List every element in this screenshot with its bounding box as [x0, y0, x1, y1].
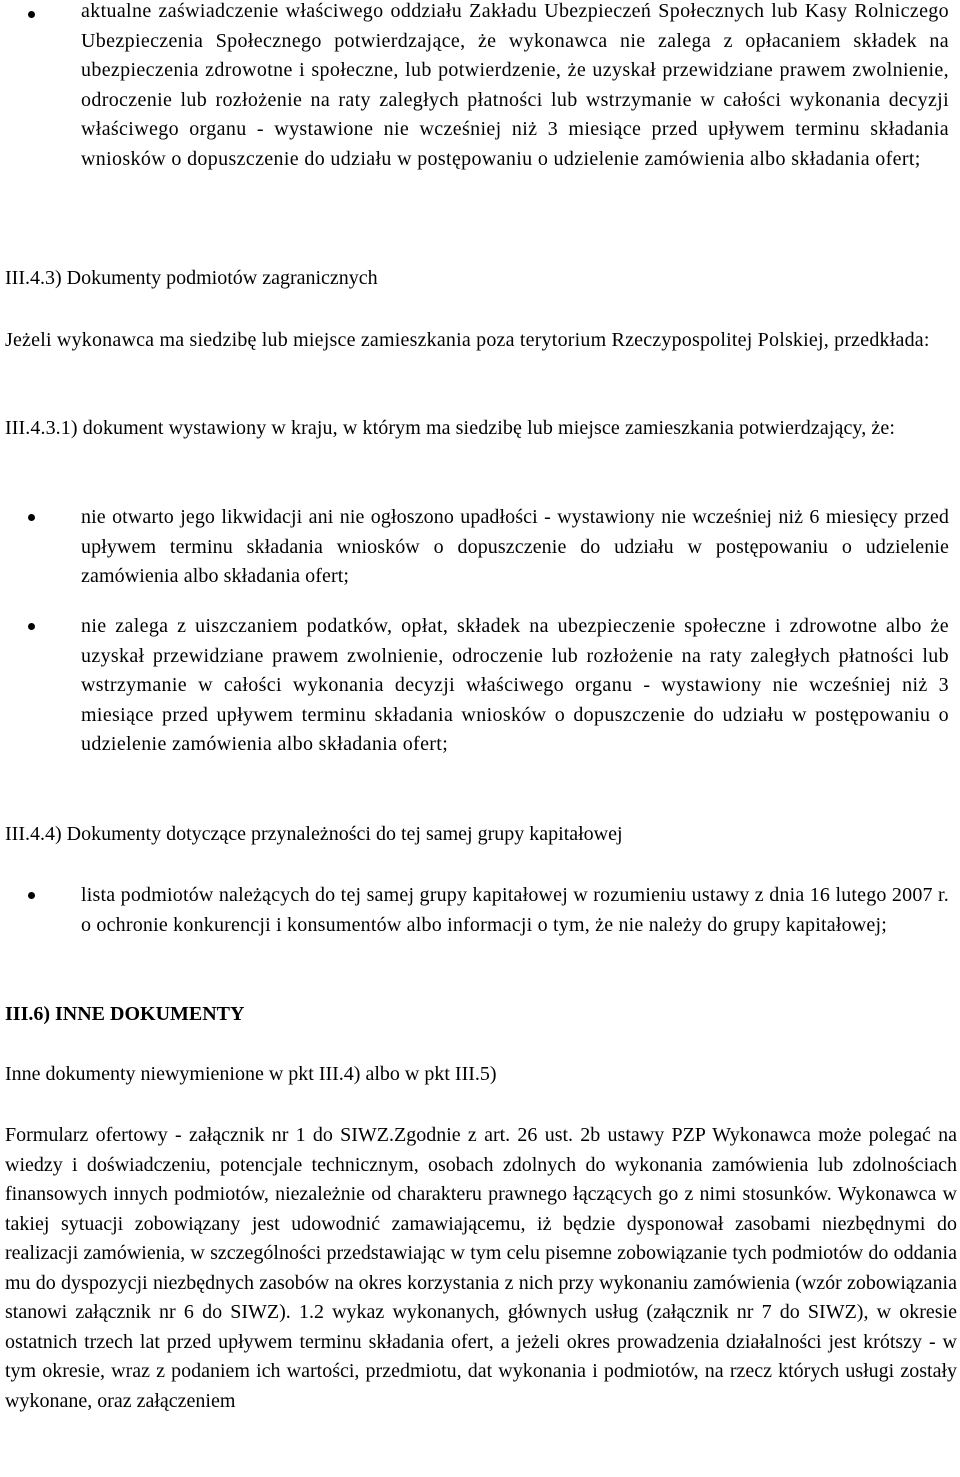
paragraph-other-documents: Inne dokumenty niewymienione w pkt III.4) albo w pkt III.5): [5, 1063, 497, 1085]
bullet-text-zus: aktualne zaświadczenie właściwego oddziału Zakładu Ubezpieczeń Społecznych lub Kasy Rolniczego Ubezpieczenia Społecznego potwierdzające, że wykonawca nie zalega z opłacaniem składek na ubezpieczenia zdrowotne i społeczne, lub potwierdzenie, że uzyskał przewidziane prawem zwolnienie, odroczenie lub rozłożenie na raty zaległych płatności lub wstrzymanie w całości wykonania decyzji właściwego organu - wystawione nie wcześniej niż 3 miesiące przed upływem terminu składania wniosków o dopuszczenie do udziału w postępowaniu o udzielenie zamówienia albo składania ofert;: [81, 0, 949, 170]
section-heading-iii-6: III.6) INNE DOKUMENTY: [5, 1003, 245, 1025]
section-heading-iii-4-4: III.4.4) Dokumenty dotyczące przynależności do tej samej grupy kapitałowej: [5, 823, 623, 845]
bullet-icon: [28, 623, 35, 630]
paragraph-iii-4-3-1: III.4.3.1) dokument wystawiony w kraju, w którym ma siedzibę lub miejsce zamieszkania potwierdzający, że:: [5, 417, 896, 439]
section-heading-iii-4-3: III.4.3) Dokumenty podmiotów zagranicznych: [5, 267, 378, 289]
bullet-text-capital-group: lista podmiotów należących do tej samej grupy kapitałowej w rozumieniu ustawy z dnia 16 lutego 2007 r. o ochronie konkurencji i konsumentów albo informacji o tym, że nie należy do grupy kapitałowej;: [81, 884, 949, 936]
paragraph-foreign-entities: Jeżeli wykonawca ma siedzibę lub miejsce zamieszkania poza terytorium Rzeczypospolitej Polskiej, przedkłada:: [5, 329, 930, 351]
bullet-text-taxes: nie zalega z uiszczaniem podatków, opłat, składek na ubezpieczenie społeczne i zdrowotne albo że uzyskał przewidziane prawem zwolnienie, odroczenie lub rozłożenie na raty zaległych płatności lub wstrzymanie w całości wykonania decyzji właściwego organu - wystawiony nie wcześniej niż 3 miesiące przed upływem terminu składania wniosków o dopuszczenie do udziału w postępowaniu o udzielenie zamówienia albo składania ofert;: [81, 615, 949, 756]
bullet-icon: [28, 514, 35, 521]
bullet-text-liquidation: nie otwarto jego likwidacji ani nie ogłoszono upadłości - wystawiony nie wcześniej niż 6 miesięcy przed upływem terminu składania wniosków o dopuszczenie do udziału w postępowaniu o udzielenie zamówienia albo składania ofert;: [81, 506, 949, 588]
bullet-icon: [28, 892, 35, 899]
bullet-icon: [28, 11, 35, 18]
paragraph-resources: Formularz ofertowy - załącznik nr 1 do SIWZ.Zgodnie z art. 26 ust. 2b ustawy PZP Wykonawca może polegać na wiedzy i doświadczeniu, potencjale technicznym, osobach zdolnych do wykonania zamówienia lub zdolnościach finansowych innych podmiotów, niezależnie od charakteru prawnego łączących go z nimi stosunków. Wykonawca w takiej sytuacji zobowiązany jest udowodnić zamawiającemu, iż będzie dysponował zasobami niezbędnymi do realizacji zamówienia, w szczególności przedstawiając w tym celu pisemne zobowiązanie tych podmiotów do oddania mu do dyspozycji niezbędnych zasobów na okres korzystania z nich przy wykonaniu zamówienia (wzór zobowiązania stanowi załącznik nr 6 do SIWZ). 1.2 wykaz wykonanych, głównych usług (załącznik nr 7 do SIWZ), w okresie ostatnich trzech lat przed upływem terminu składania ofert, a jeżeli okres prowadzenia działalności jest krótszy - w tym okresie, wraz z podaniem ich wartości, przedmiotu, dat wykonania i podmiotów, na rzecz których usługi zostały wykonane, oraz załączeniem: [5, 1124, 957, 1412]
